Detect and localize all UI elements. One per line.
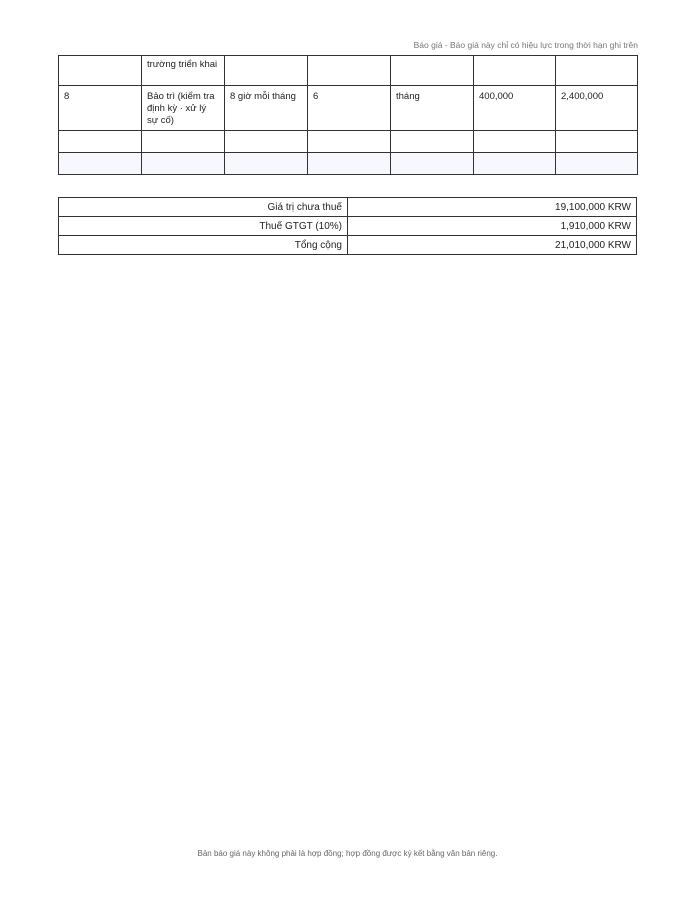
- totals-table: [58, 197, 637, 255]
- cell-unit: tháng: [391, 86, 474, 131]
- cell-item: Bảo trì (kiểm tra định kỳ · xử lý sự cố): [142, 86, 225, 131]
- grand-total-value: 21,010,000 KRW: [348, 236, 637, 255]
- subtotal-value: 19,100,000 KRW: [348, 198, 637, 217]
- cell-no: [59, 56, 142, 86]
- cell-qty: [308, 56, 391, 86]
- cell-amount: [556, 131, 638, 153]
- cell-spec: [225, 131, 308, 153]
- cell-unit-price: [474, 56, 556, 86]
- cell-item: [142, 131, 225, 153]
- cell-spec: [225, 153, 308, 175]
- cell-no: [59, 131, 142, 153]
- cell-no: [59, 153, 142, 175]
- cell-qty: [308, 153, 391, 175]
- table-row: [59, 153, 638, 175]
- cell-item: trường triển khai: [142, 56, 225, 86]
- vat-label: Thuế GTGT (10%): [59, 217, 348, 236]
- table-row: [59, 56, 638, 86]
- cell-spec: [225, 56, 308, 86]
- subtotal-row: [59, 198, 637, 217]
- cell-item: [142, 153, 225, 175]
- grand-total-label: Tổng cộng: [59, 236, 348, 255]
- footer-note: Bản báo giá này không phải là hợp đồng; hợp đồng được ký kết bằng văn bản riêng.: [197, 849, 498, 858]
- cell-spec: 8 giờ mỗi tháng: [225, 86, 308, 131]
- cell-unit-price: [474, 153, 556, 175]
- cell-no: 8: [59, 86, 142, 131]
- vat-value: 1,910,000 KRW: [348, 217, 637, 236]
- subtotal-label: Giá trị chưa thuế: [59, 198, 348, 217]
- vat-row: [59, 217, 637, 236]
- header-note: Báo giá - Báo giá này chỉ có hiệu lực trong thời hạn ghi trên: [413, 40, 638, 50]
- line-items-table: [58, 55, 638, 175]
- table-row: [59, 131, 638, 153]
- cell-unit: [391, 153, 474, 175]
- grand-total-row: [59, 236, 637, 255]
- cell-amount: 2,400,000: [556, 86, 638, 131]
- cell-amount: [556, 56, 638, 86]
- cell-amount: [556, 153, 638, 175]
- cell-unit-price: 400,000: [474, 86, 556, 131]
- cell-unit: [391, 56, 474, 86]
- cell-unit-price: [474, 131, 556, 153]
- cell-qty: 6: [308, 86, 391, 131]
- cell-qty: [308, 131, 391, 153]
- table-row: [59, 86, 638, 131]
- cell-unit: [391, 131, 474, 153]
